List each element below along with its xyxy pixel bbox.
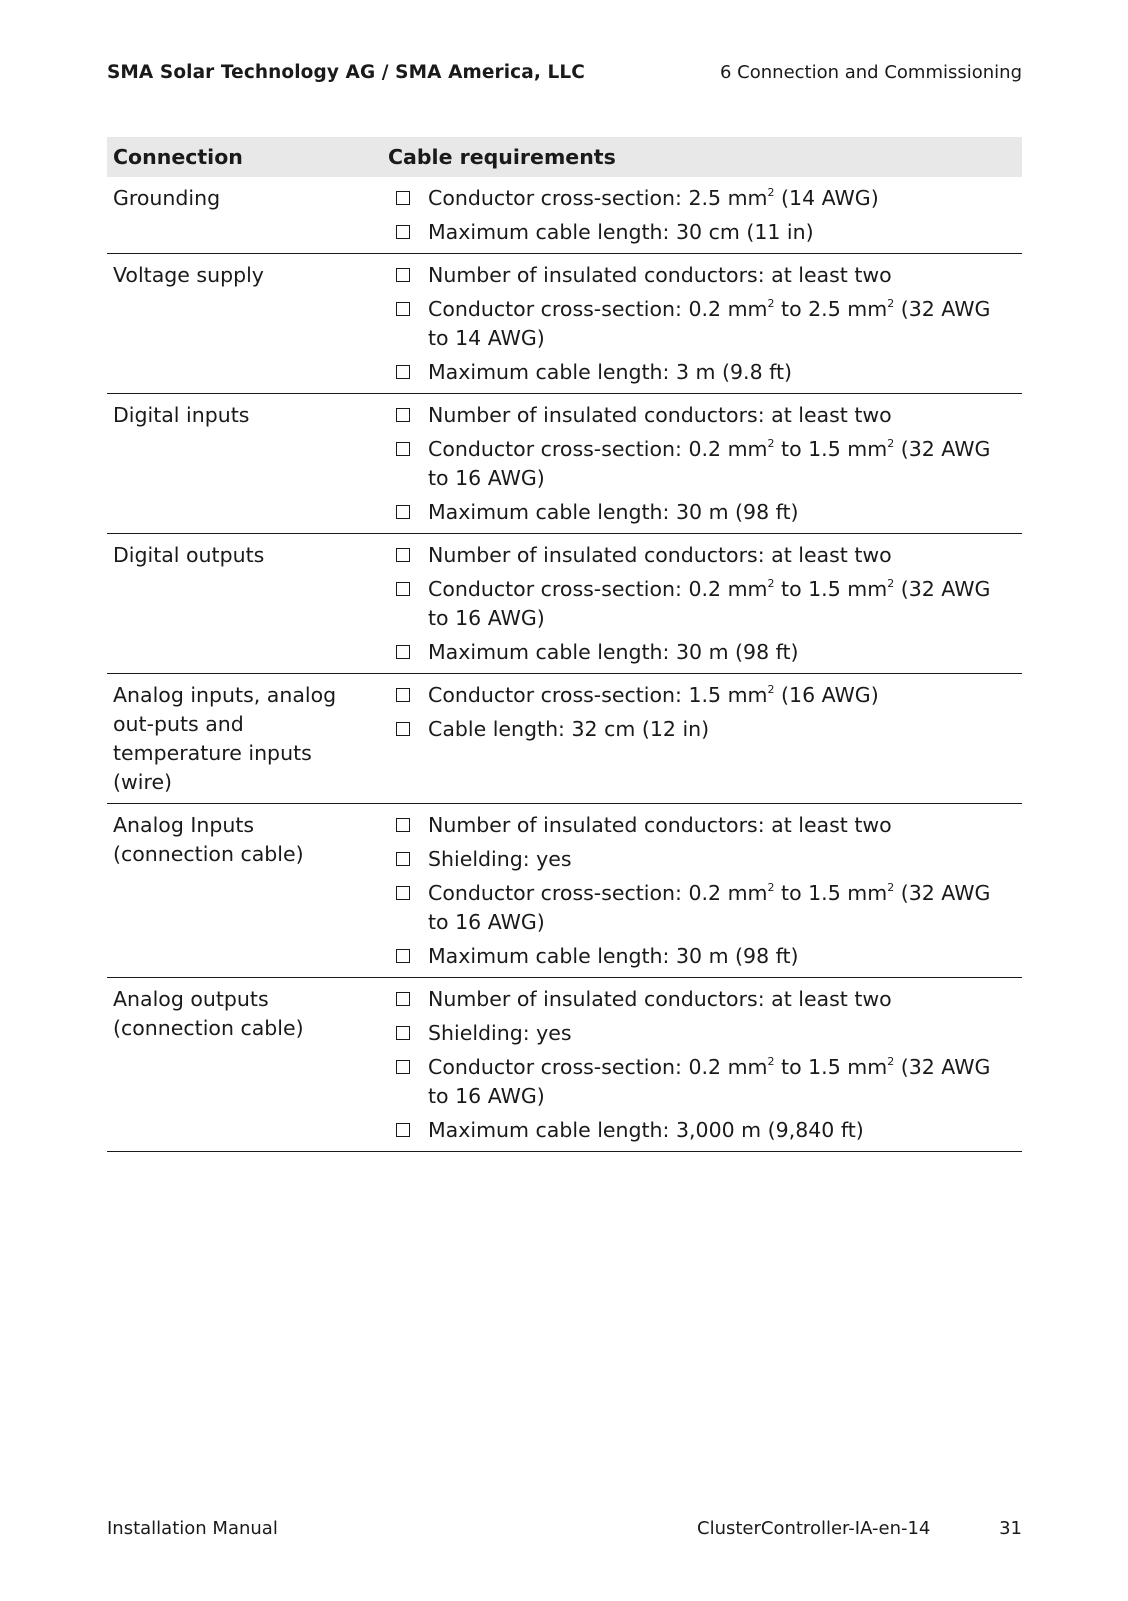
connection-cell: Analog Inputs (connection cable) bbox=[107, 804, 382, 978]
checkbox-square-icon bbox=[396, 818, 410, 832]
table-body bbox=[107, 177, 1022, 1152]
requirements-list bbox=[388, 811, 1016, 971]
table-row bbox=[107, 254, 1022, 394]
checkbox-square-icon bbox=[396, 1060, 410, 1074]
requirement-item bbox=[388, 435, 1016, 493]
checkbox-square-icon bbox=[396, 268, 410, 282]
checkbox-square-icon bbox=[396, 992, 410, 1006]
requirement-item bbox=[388, 942, 1016, 971]
requirement-text: Conductor cross-section: 0.2 mm bbox=[428, 881, 768, 905]
checkbox-square-icon bbox=[396, 505, 410, 519]
table-row bbox=[107, 978, 1022, 1152]
requirement-item bbox=[388, 295, 1016, 353]
checkbox-square-icon bbox=[396, 645, 410, 659]
requirements-list bbox=[388, 401, 1016, 527]
requirements-list bbox=[388, 261, 1016, 387]
requirement-item bbox=[388, 845, 1016, 874]
requirement-text: Number of insulated conductors: at least two bbox=[428, 263, 892, 287]
requirement-item bbox=[388, 811, 1016, 840]
requirement-item bbox=[388, 1019, 1016, 1048]
requirement-text: Number of insulated conductors: at least two bbox=[428, 543, 892, 567]
requirement-text: Conductor cross-section: 0.2 mm bbox=[428, 437, 768, 461]
requirement-text: Maximum cable length: 30 m (98 ft) bbox=[428, 640, 799, 664]
requirement-text: (14 AWG) bbox=[774, 186, 879, 210]
checkbox-square-icon bbox=[396, 1123, 410, 1137]
requirements-list bbox=[388, 985, 1016, 1145]
requirement-text: Cable length: 32 cm (12 in) bbox=[428, 717, 710, 741]
table-row bbox=[107, 394, 1022, 534]
running-header-company: SMA Solar Technology AG / SMA America, LLC bbox=[107, 62, 585, 83]
checkbox-square-icon bbox=[396, 688, 410, 702]
cable-requirements-table bbox=[107, 137, 1022, 1152]
superscript: 2 bbox=[767, 297, 775, 310]
superscript: 2 bbox=[887, 1055, 895, 1068]
checkbox-square-icon bbox=[396, 302, 410, 316]
requirement-text: (32 AWG to 16 AWG) bbox=[428, 881, 991, 934]
requirement-text: (32 AWG to 16 AWG) bbox=[428, 1055, 991, 1108]
superscript: 2 bbox=[767, 881, 775, 894]
column-header-connection: Connection bbox=[107, 137, 382, 177]
requirement-item bbox=[388, 1116, 1016, 1145]
requirement-item bbox=[388, 575, 1016, 633]
requirement-text: (16 AWG) bbox=[774, 683, 879, 707]
requirement-text: Conductor cross-section: 1.5 mm bbox=[428, 683, 768, 707]
page-number: 31 bbox=[999, 1518, 1022, 1539]
requirements-list bbox=[388, 541, 1016, 667]
checkbox-square-icon bbox=[396, 1026, 410, 1040]
requirement-text: Conductor cross-section: 2.5 mm bbox=[428, 186, 768, 210]
requirement-text: Maximum cable length: 30 m (98 ft) bbox=[428, 944, 799, 968]
superscript: 2 bbox=[767, 577, 775, 590]
connection-cell: Grounding bbox=[107, 177, 382, 254]
superscript: 2 bbox=[887, 577, 895, 590]
requirement-text: Conductor cross-section: 0.2 mm bbox=[428, 297, 768, 321]
table-row bbox=[107, 177, 1022, 254]
requirement-text: Maximum cable length: 3 m (9.8 ft) bbox=[428, 360, 793, 384]
checkbox-square-icon bbox=[396, 949, 410, 963]
requirement-item bbox=[388, 541, 1016, 570]
requirement-item bbox=[388, 715, 1016, 744]
superscript: 2 bbox=[767, 1055, 775, 1068]
column-header-cable-requirements: Cable requirements bbox=[382, 137, 1022, 177]
requirement-text: Shielding: yes bbox=[428, 1021, 572, 1045]
superscript: 2 bbox=[767, 437, 775, 450]
requirements-cell bbox=[382, 804, 1022, 978]
requirement-text: (32 AWG to 16 AWG) bbox=[428, 577, 991, 630]
requirement-item bbox=[388, 681, 1016, 710]
requirement-text: to 1.5 mm bbox=[774, 577, 888, 601]
checkbox-square-icon bbox=[396, 722, 410, 736]
requirements-cell bbox=[382, 674, 1022, 804]
table-row bbox=[107, 674, 1022, 804]
requirements-cell bbox=[382, 394, 1022, 534]
connection-cell: Analog outputs (connection cable) bbox=[107, 978, 382, 1152]
requirement-item bbox=[388, 261, 1016, 290]
requirements-list bbox=[388, 184, 1016, 247]
checkbox-square-icon bbox=[396, 408, 410, 422]
checkbox-square-icon bbox=[396, 365, 410, 379]
requirement-text: Number of insulated conductors: at least two bbox=[428, 813, 892, 837]
footer-manual-title: Installation Manual bbox=[107, 1518, 278, 1539]
requirements-cell bbox=[382, 978, 1022, 1152]
table-row bbox=[107, 804, 1022, 978]
requirement-text: to 1.5 mm bbox=[774, 881, 888, 905]
requirement-item bbox=[388, 184, 1016, 213]
requirements-list bbox=[388, 681, 1016, 744]
checkbox-square-icon bbox=[396, 442, 410, 456]
requirement-text: Shielding: yes bbox=[428, 847, 572, 871]
requirements-cell bbox=[382, 254, 1022, 394]
superscript: 2 bbox=[767, 683, 775, 696]
requirement-item bbox=[388, 985, 1016, 1014]
checkbox-square-icon bbox=[396, 852, 410, 866]
requirement-text: Maximum cable length: 3,000 m (9,840 ft) bbox=[428, 1118, 864, 1142]
table-header-row bbox=[107, 137, 1022, 177]
requirement-text: Maximum cable length: 30 m (98 ft) bbox=[428, 500, 799, 524]
requirement-text: Maximum cable length: 30 cm (11 in) bbox=[428, 220, 814, 244]
requirement-item bbox=[388, 879, 1016, 937]
connection-cell: Digital outputs bbox=[107, 534, 382, 674]
checkbox-square-icon bbox=[396, 225, 410, 239]
requirement-text: Number of insulated conductors: at least two bbox=[428, 403, 892, 427]
requirement-item bbox=[388, 358, 1016, 387]
requirements-cell bbox=[382, 177, 1022, 254]
requirement-text: to 2.5 mm bbox=[774, 297, 888, 321]
checkbox-square-icon bbox=[396, 886, 410, 900]
superscript: 2 bbox=[887, 297, 895, 310]
checkbox-square-icon bbox=[396, 548, 410, 562]
superscript: 2 bbox=[767, 186, 775, 199]
connection-cell: Analog inputs, analog out-puts and temperature inputs (wire) bbox=[107, 674, 382, 804]
requirement-text: (32 AWG to 16 AWG) bbox=[428, 437, 991, 490]
requirement-item bbox=[388, 498, 1016, 527]
requirement-text: to 1.5 mm bbox=[774, 437, 888, 461]
requirement-text: Conductor cross-section: 0.2 mm bbox=[428, 577, 768, 601]
connection-cell: Voltage supply bbox=[107, 254, 382, 394]
checkbox-square-icon bbox=[396, 191, 410, 205]
superscript: 2 bbox=[887, 881, 895, 894]
requirement-item bbox=[388, 1053, 1016, 1111]
requirement-item bbox=[388, 218, 1016, 247]
requirement-text: Number of insulated conductors: at least two bbox=[428, 987, 892, 1011]
requirements-cell bbox=[382, 534, 1022, 674]
checkbox-square-icon bbox=[396, 582, 410, 596]
connection-cell: Digital inputs bbox=[107, 394, 382, 534]
requirement-item bbox=[388, 401, 1016, 430]
requirement-text: Conductor cross-section: 0.2 mm bbox=[428, 1055, 768, 1079]
running-header-chapter: 6 Connection and Commissioning bbox=[720, 62, 1022, 83]
requirement-item bbox=[388, 638, 1016, 667]
superscript: 2 bbox=[887, 437, 895, 450]
table-row bbox=[107, 534, 1022, 674]
footer-document-id: ClusterController-IA-en-14 bbox=[697, 1518, 931, 1539]
requirement-text: (32 AWG to 14 AWG) bbox=[428, 297, 991, 350]
requirement-text: to 1.5 mm bbox=[774, 1055, 888, 1079]
